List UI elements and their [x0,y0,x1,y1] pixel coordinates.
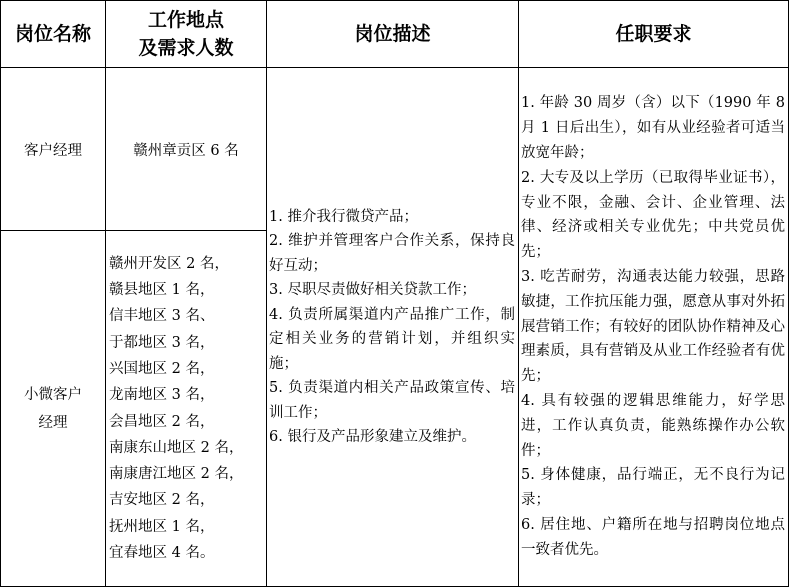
location-cell: 赣州章贡区 6 名 [106,68,267,231]
requirement-item: 1. 年龄 30 周岁（含）以下（1990 年 8 月 1 日后出生），如有从业经验者可适当放宽年龄； [521,95,785,162]
description-list [267,205,518,450]
requirement-item: 4. 具有较强的逻辑思维能力，好学思进，工作认真负责，能熟练操作办公软件； [521,392,785,459]
description-item: 2. 维护并管理客户合作关系，保持良好互动； [269,233,515,274]
location-item: 宜春地区 4 名。 [109,544,215,561]
location-item: 信丰地区 3 名、 [109,308,215,325]
description-cell [267,68,519,587]
location-item: 龙南地区 3 名， [109,387,215,404]
location-item: 赣州开发区 2 名， [109,255,229,272]
header-location-line1: 工作地点 [147,9,224,31]
position-name-cell [1,231,106,587]
requirement-item: 2. 大专及以上学历（已取得毕业证书），专业不限，金融、会计、企业管理、法律、经济或相关专业优先；中共党员优先； [521,169,785,261]
location-item: 南康东山地区 2 名， [109,439,244,456]
location-item: 兴国地区 2 名， [109,360,215,377]
location-item: 赣县地区 1 名， [109,282,215,299]
description-item: 6. 银行及产品形象建立及维护。 [269,429,476,445]
requirement-item: 6. 居住地、户籍所在地与招聘岗位地点一致者优先。 [521,516,785,558]
location-item: 于都地区 3 名， [109,334,215,351]
header-description: 岗位描述 [267,1,519,68]
location-item: 抚州地区 1 名， [109,518,215,535]
table-row [1,68,789,231]
requirement-item: 3. 吃苦耐劳，沟通表达能力较强，思路敏捷，工作抗压能力强，愿意从事对外拓展营销工作；有较好的团队协作精神及心理素质，具有营销及从业工作经验者有优先； [521,269,785,385]
position-name-cell: 客户经理 [1,68,106,231]
location-item: 会昌地区 2 名， [109,413,215,430]
requirements-list [519,91,788,562]
header-row [1,1,789,68]
requirement-item: 5. 身体健康，品行端正，无不良行为记录； [521,467,785,509]
header-location-line2: 及需求人数 [138,37,234,59]
position-name-line2: 经理 [38,414,68,431]
requirements-cell [519,68,789,587]
location-item: 南康唐江地区 2 名， [109,466,244,483]
location-list-cell [106,231,267,587]
description-item: 5. 负责渠道内相关产品政策宣传、培训工作； [269,380,515,421]
header-location [106,1,267,68]
header-position-name: 岗位名称 [1,1,106,68]
description-item: 3. 尽职尽责做好相关贷款工作； [269,282,476,298]
position-name-line1: 小微客户 [24,386,82,403]
description-item: 1. 推介我行微贷产品； [269,208,418,225]
location-list [106,251,266,567]
description-item: 4. 负责所属渠道内产品推广工作，制定相关业务的营销计划，并组织实施； [269,306,515,372]
header-requirements: 任职要求 [519,1,789,68]
location-item: 吉安地区 2 名， [109,492,215,509]
